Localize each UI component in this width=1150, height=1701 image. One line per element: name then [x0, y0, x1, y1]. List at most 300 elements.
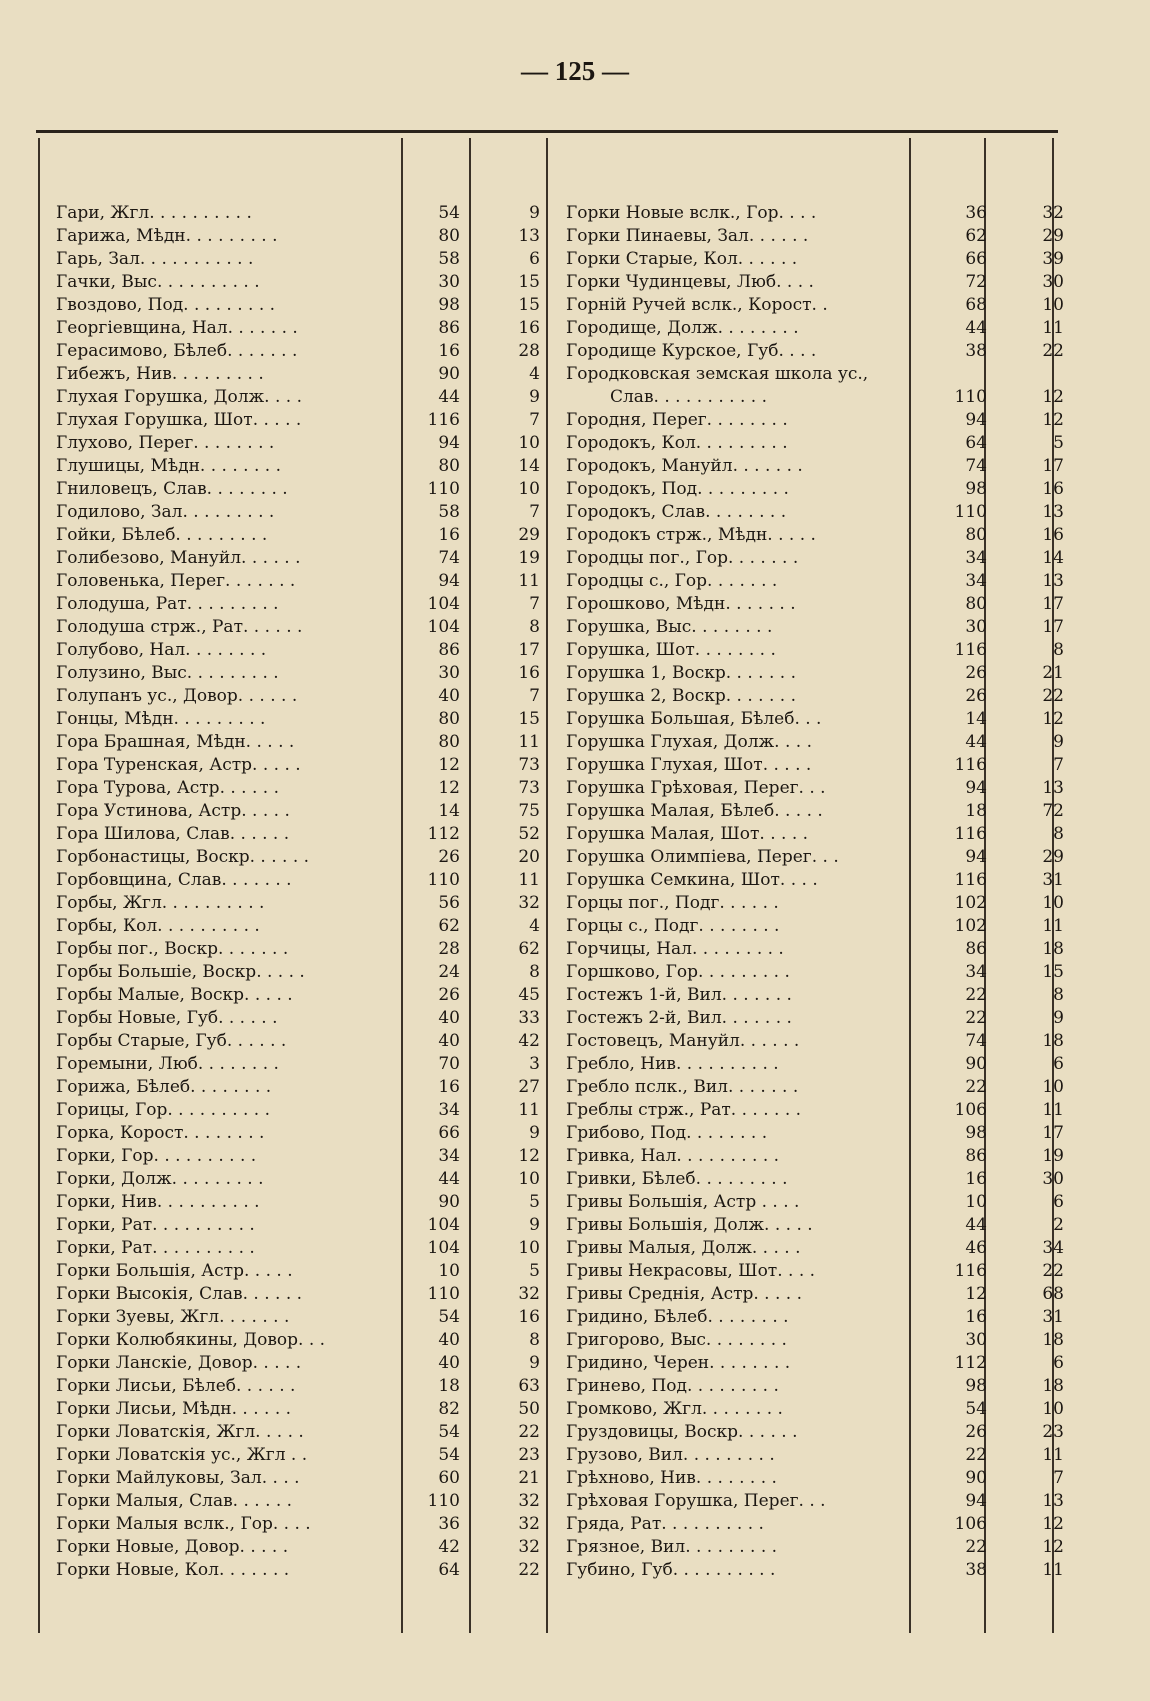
entry-ref: 31	[1042, 870, 1064, 890]
place-name: Горки, Нив. . . . . . . . . .	[56, 1192, 260, 1212]
page-ref: 110	[427, 1284, 460, 1304]
index-table	[36, 130, 1064, 1635]
entry-ref: 7	[529, 502, 540, 522]
page-ref: 34	[438, 1100, 460, 1120]
page-ref: 86	[438, 640, 460, 660]
page-ref: 42	[438, 1537, 460, 1557]
page-ref: 16	[438, 341, 460, 361]
place-name: Герасимово, Бѣлеб. . . . . . .	[56, 341, 298, 361]
place-name: Грязное, Вил. . . . . . . . .	[566, 1537, 778, 1557]
place-name: Греблы стрж., Рат. . . . . . .	[566, 1100, 802, 1120]
place-name: Горушка, Выс. . . . . . . .	[566, 617, 773, 637]
entry-ref: 9	[1053, 732, 1064, 752]
index-entry	[56, 1536, 572, 1559]
index-entry	[56, 1559, 572, 1582]
place-name: Городище, Долж. . . . . . . .	[566, 318, 799, 338]
page-ref: 116	[954, 755, 987, 775]
place-name: Городокъ стрж., Мѣдн. . . . .	[566, 525, 816, 545]
place-name: Голодуша, Рат. . . . . . . . .	[56, 594, 279, 614]
page-ref: 110	[954, 387, 987, 407]
index-entry	[566, 409, 1064, 432]
place-name: Головенька, Перег. . . . . . .	[56, 571, 296, 591]
place-name: Горушка Малая, Шот. . . . .	[566, 824, 809, 844]
index-entry	[566, 1053, 1064, 1076]
entry-ref: 9	[529, 1215, 540, 1235]
index-entry	[56, 1283, 572, 1306]
place-name: Горижа, Бѣлеб. . . . . . . .	[56, 1077, 272, 1097]
index-entry	[566, 432, 1064, 455]
page-ref: 70	[438, 1054, 460, 1074]
place-name: Городковская земская школа ус.,	[566, 364, 869, 384]
index-entry	[566, 202, 1064, 225]
page-ref: 12	[438, 755, 460, 775]
index-entry	[56, 1145, 572, 1168]
place-name: Горки, Долж. . . . . . . . .	[56, 1169, 264, 1189]
index-entry	[566, 593, 1064, 616]
index-entry	[56, 616, 572, 639]
index-entry	[566, 938, 1064, 961]
place-name: Гридино, Черен. . . . . . . .	[566, 1353, 791, 1373]
page-ref: 16	[438, 1077, 460, 1097]
place-name: Горки Ланскіе, Довор. . . . .	[56, 1353, 302, 1373]
index-entry	[56, 754, 572, 777]
place-name: Горушка Малая, Бѣлеб. . . . .	[566, 801, 823, 821]
index-entry	[566, 846, 1064, 869]
page-ref: 40	[438, 686, 460, 706]
page-ref: 94	[438, 433, 460, 453]
index-entry	[56, 1214, 572, 1237]
page-ref: 86	[965, 1146, 987, 1166]
entry-ref: 18	[1042, 939, 1064, 959]
index-entry	[56, 547, 572, 570]
index-entry	[56, 1375, 572, 1398]
entry-ref: 13	[1042, 502, 1064, 522]
right-column	[566, 202, 1064, 1582]
index-entry	[566, 1352, 1064, 1375]
page-ref: 80	[438, 709, 460, 729]
page-ref: 64	[965, 433, 987, 453]
page-ref: 112	[954, 1353, 987, 1373]
index-entry	[56, 248, 572, 271]
page-ref: 104	[427, 617, 460, 637]
entry-ref: 10	[518, 433, 540, 453]
place-name: Горній Ручей вслк., Корост. .	[566, 295, 828, 315]
place-name: Горки Лисьи, Мѣдн. . . . . .	[56, 1399, 292, 1419]
left-column	[56, 202, 572, 1582]
entry-ref: 22	[518, 1560, 540, 1580]
index-entry	[566, 294, 1064, 317]
place-name: Грибово, Под. . . . . . . .	[566, 1123, 768, 1143]
entry-ref: 10	[518, 1238, 540, 1258]
index-entry	[566, 1375, 1064, 1398]
entry-ref: 6	[529, 249, 540, 269]
index-entry	[56, 340, 572, 363]
index-entry	[56, 1421, 572, 1444]
entry-ref: 14	[518, 456, 540, 476]
index-entry	[566, 754, 1064, 777]
entry-ref: 12	[518, 1146, 540, 1166]
place-name: Гридино, Бѣлеб. . . . . . . .	[566, 1307, 789, 1327]
page-ref: 68	[965, 295, 987, 315]
page-ref: 90	[438, 364, 460, 384]
page-ref: 116	[427, 410, 460, 430]
entry-ref: 20	[518, 847, 540, 867]
entry-ref: 10	[1042, 295, 1064, 315]
entry-ref: 15	[518, 272, 540, 292]
entry-ref: 22	[1042, 341, 1064, 361]
index-entry	[566, 363, 1056, 386]
place-name: Голубово, Нал. . . . . . . .	[56, 640, 267, 660]
page-ref: 22	[965, 1445, 987, 1465]
page-ref: 54	[438, 1307, 460, 1327]
place-name: Горки Новые вслк., Гор. . . .	[566, 203, 817, 223]
page-ref: 30	[965, 1330, 987, 1350]
entry-ref: 16	[518, 1307, 540, 1327]
index-entry	[56, 1444, 572, 1467]
page-ref: 36	[438, 1514, 460, 1534]
entry-ref: 17	[1042, 1123, 1064, 1143]
index-entry	[56, 1168, 572, 1191]
place-name: Городцы пог., Гор. . . . . . .	[566, 548, 799, 568]
page-ref: 116	[954, 824, 987, 844]
index-entry	[56, 432, 572, 455]
index-entry	[566, 570, 1064, 593]
index-entry	[566, 386, 1064, 409]
place-name: Городокъ, Слав. . . . . . . .	[566, 502, 787, 522]
page-ref: 102	[954, 916, 987, 936]
page-ref: 30	[438, 663, 460, 683]
page-ref: 58	[438, 249, 460, 269]
place-name: Грѣхново, Нив. . . . . . . .	[566, 1468, 777, 1488]
place-name: Горки Ловатскія, Жгл. . . . .	[56, 1422, 304, 1442]
page-ref: 94	[965, 778, 987, 798]
entry-ref: 27	[518, 1077, 540, 1097]
entry-ref: 14	[1042, 548, 1064, 568]
page-ref: 40	[438, 1031, 460, 1051]
index-entry	[56, 271, 572, 294]
place-name: Горбовщина, Слав. . . . . . .	[56, 870, 292, 890]
page-ref: 28	[438, 939, 460, 959]
page-ref: 116	[954, 870, 987, 890]
page-ref: 110	[954, 502, 987, 522]
place-name: Гора Туренская, Астр. . . . .	[56, 755, 301, 775]
entry-ref: 10	[1042, 893, 1064, 913]
index-entry	[566, 1283, 1064, 1306]
page-ref: 30	[438, 272, 460, 292]
place-name: Слав. . . . . . . . . . .	[610, 387, 767, 407]
page-ref: 98	[965, 1123, 987, 1143]
entry-ref: 5	[529, 1192, 540, 1212]
page-ref: 94	[965, 847, 987, 867]
page-ref: 26	[438, 985, 460, 1005]
place-name: Гарижа, Мѣдн. . . . . . . . .	[56, 226, 278, 246]
entry-ref: 29	[1042, 847, 1064, 867]
entry-ref: 30	[1042, 1169, 1064, 1189]
page-ref: 94	[438, 571, 460, 591]
place-name: Георгіевщина, Нал. . . . . . .	[56, 318, 298, 338]
entry-ref: 10	[518, 479, 540, 499]
page-ref: 54	[438, 1422, 460, 1442]
place-name: Городокъ, Мануйл. . . . . . .	[566, 456, 803, 476]
place-name: Голупанъ ус., Довор. . . . . .	[56, 686, 298, 706]
page-ref: 40	[438, 1330, 460, 1350]
entry-ref: 30	[1042, 272, 1064, 292]
page-ref: 12	[965, 1284, 987, 1304]
entry-ref: 63	[518, 1376, 540, 1396]
entry-ref: 32	[518, 1537, 540, 1557]
place-name: Горушка, Шот. . . . . . . .	[566, 640, 776, 660]
page-ref: 90	[965, 1054, 987, 1074]
entry-ref: 11	[518, 1100, 540, 1120]
place-name: Горки Зуевы, Жгл. . . . . . .	[56, 1307, 290, 1327]
place-name: Гринево, Под. . . . . . . . .	[566, 1376, 779, 1396]
page-ref: 110	[427, 1491, 460, 1511]
place-name: Городокъ, Под. . . . . . . . .	[566, 479, 789, 499]
place-name: Гряда, Рат. . . . . . . . . .	[566, 1514, 764, 1534]
page-ref: 116	[954, 1261, 987, 1281]
index-entry	[566, 1099, 1064, 1122]
place-name: Горушка Грѣховая, Перег. . .	[566, 778, 826, 798]
place-name: Гонцы, Мѣдн. . . . . . . . .	[56, 709, 266, 729]
entry-ref: 72	[1042, 801, 1064, 821]
entry-ref: 73	[518, 778, 540, 798]
index-entry	[566, 1191, 1064, 1214]
entry-ref: 16	[518, 663, 540, 683]
place-name: Гора Турова, Астр. . . . . .	[56, 778, 280, 798]
entry-ref: 22	[518, 1422, 540, 1442]
index-entry	[566, 823, 1064, 846]
index-entry	[56, 1329, 572, 1352]
page-ref: 12	[438, 778, 460, 798]
page-ref: 22	[965, 1008, 987, 1028]
index-entry	[56, 202, 572, 225]
entry-ref: 21	[1042, 663, 1064, 683]
place-name: Гребло, Нив. . . . . . . . . .	[566, 1054, 779, 1074]
entry-ref: 29	[1042, 226, 1064, 246]
place-name: Горбы Старые, Губ. . . . . .	[56, 1031, 287, 1051]
page-ref: 40	[438, 1353, 460, 1373]
place-name: Гачки, Выс. . . . . . . . . .	[56, 272, 260, 292]
page-ref: 104	[427, 594, 460, 614]
entry-ref: 12	[1042, 410, 1064, 430]
index-entry	[566, 869, 1064, 892]
index-entry	[566, 616, 1064, 639]
entry-ref: 13	[1042, 1491, 1064, 1511]
place-name: Городня, Перег. . . . . . . .	[566, 410, 788, 430]
page-ref: 86	[438, 318, 460, 338]
index-entry	[56, 869, 572, 892]
index-entry	[56, 1306, 572, 1329]
place-name: Горбы Большіе, Воскр. . . . .	[56, 962, 305, 982]
page-ref: 34	[438, 1146, 460, 1166]
index-entry	[566, 1214, 1064, 1237]
index-entry	[566, 731, 1064, 754]
entry-ref: 9	[1053, 1008, 1064, 1028]
entry-ref: 3	[529, 1054, 540, 1074]
page-ref: 58	[438, 502, 460, 522]
place-name: Горушка Глухая, Шот. . . . .	[566, 755, 812, 775]
place-name: Гривы Среднія, Астр. . . . .	[566, 1284, 803, 1304]
entry-ref: 11	[1042, 318, 1064, 338]
index-entry	[56, 915, 572, 938]
place-name: Гостежъ 1-й, Вил. . . . . . .	[566, 985, 792, 1005]
entry-ref: 12	[1042, 1537, 1064, 1557]
place-name: Голузино, Выс. . . . . . . . .	[56, 663, 279, 683]
index-entry	[56, 593, 572, 616]
entry-ref: 11	[518, 732, 540, 752]
page-ref: 90	[965, 1468, 987, 1488]
index-entry	[566, 317, 1064, 340]
entry-ref: 68	[1042, 1284, 1064, 1304]
place-name: Горки Лисьи, Бѣлеб. . . . . .	[56, 1376, 296, 1396]
entry-ref: 12	[1042, 1514, 1064, 1534]
index-entry	[56, 294, 572, 317]
place-name: Гора Брашная, Мѣдн. . . . .	[56, 732, 295, 752]
index-entry	[566, 662, 1064, 685]
page-ref: 74	[438, 548, 460, 568]
page-ref: 16	[438, 525, 460, 545]
place-name: Грузово, Вил. . . . . . . . .	[566, 1445, 775, 1465]
entry-ref: 6	[1053, 1353, 1064, 1373]
page-ref: 26	[965, 1422, 987, 1442]
place-name: Гривы Малыя, Долж. . . . .	[566, 1238, 801, 1258]
entry-ref: 23	[1042, 1422, 1064, 1442]
page-ref: 26	[965, 663, 987, 683]
entry-ref: 18	[1042, 1376, 1064, 1396]
place-name: Гривки, Бѣлеб. . . . . . . . .	[566, 1169, 788, 1189]
index-entry	[566, 1421, 1064, 1444]
index-entry	[566, 1513, 1064, 1536]
page-ref: 38	[965, 341, 987, 361]
place-name: Городцы с., Гор. . . . . . .	[566, 571, 778, 591]
place-name: Горушка Большая, Бѣлеб. . .	[566, 709, 822, 729]
page-ref: 110	[427, 870, 460, 890]
page-ref: 98	[965, 479, 987, 499]
entry-ref: 4	[529, 916, 540, 936]
index-entry	[56, 662, 572, 685]
place-name: Гора Устинова, Астр. . . . .	[56, 801, 290, 821]
place-name: Горки Малыя, Слав. . . . . .	[56, 1491, 293, 1511]
index-entry	[56, 685, 572, 708]
entry-ref: 9	[529, 387, 540, 407]
place-name: Горушка Глухая, Долж. . . .	[566, 732, 812, 752]
place-name: Груздовицы, Воскр. . . . . .	[566, 1422, 798, 1442]
place-name: Григорово, Выс. . . . . . . .	[566, 1330, 787, 1350]
index-entry	[566, 1490, 1064, 1513]
entry-ref: 17	[1042, 594, 1064, 614]
index-entry	[56, 1513, 572, 1536]
place-name: Горки Малыя вслк., Гор. . . .	[56, 1514, 311, 1534]
place-name: Горошково, Мѣдн. . . . . . .	[566, 594, 796, 614]
index-entry	[566, 1237, 1064, 1260]
page-ref: 86	[965, 939, 987, 959]
entry-ref: 73	[518, 755, 540, 775]
index-entry	[566, 961, 1064, 984]
index-entry	[56, 639, 572, 662]
place-name: Гребло пслк., Вил. . . . . . .	[566, 1077, 799, 1097]
index-entry	[566, 777, 1064, 800]
entry-ref: 8	[529, 1330, 540, 1350]
place-name: Глушицы, Мѣдн. . . . . . . .	[56, 456, 281, 476]
place-name: Гарь, Зал. . . . . . . . . . .	[56, 249, 254, 269]
place-name: Гривка, Нал. . . . . . . . . .	[566, 1146, 780, 1166]
index-entry	[566, 547, 1064, 570]
page-ref: 38	[965, 1560, 987, 1580]
index-entry	[566, 1398, 1064, 1421]
place-name: Горки Большія, Астр. . . . .	[56, 1261, 293, 1281]
index-entry	[56, 961, 572, 984]
page-ref: 54	[438, 203, 460, 223]
place-name: Городокъ, Кол. . . . . . . . .	[566, 433, 788, 453]
place-name: Горушка Семкина, Шот. . . .	[566, 870, 818, 890]
place-name: Горбонастицы, Воскр. . . . . .	[56, 847, 310, 867]
entry-ref: 28	[518, 341, 540, 361]
place-name: Гниловецъ, Слав. . . . . . . .	[56, 479, 288, 499]
entry-ref: 8	[529, 617, 540, 637]
entry-ref: 7	[529, 410, 540, 430]
index-entry	[56, 1053, 572, 1076]
page-ref: 34	[965, 962, 987, 982]
entry-ref: 42	[518, 1031, 540, 1051]
index-entry	[56, 1237, 572, 1260]
index-entry	[566, 1329, 1064, 1352]
entry-ref: 8	[1053, 824, 1064, 844]
index-entry	[566, 478, 1064, 501]
entry-ref: 8	[1053, 985, 1064, 1005]
page-ref: 54	[965, 1399, 987, 1419]
page-ref: 44	[965, 732, 987, 752]
page-ref: 56	[438, 893, 460, 913]
page-ref: 116	[954, 640, 987, 660]
page-ref: 10	[965, 1192, 987, 1212]
entry-ref: 32	[518, 893, 540, 913]
entry-ref: 10	[518, 1169, 540, 1189]
entry-ref: 75	[518, 801, 540, 821]
index-entry	[566, 1559, 1064, 1582]
page-ref: 80	[438, 226, 460, 246]
page-ref: 34	[965, 548, 987, 568]
page-ref: 22	[965, 1537, 987, 1557]
place-name: Горбы пог., Воскр. . . . . . .	[56, 939, 289, 959]
entry-ref: 45	[518, 985, 540, 1005]
index-entry	[56, 1398, 572, 1421]
index-entry	[56, 1030, 572, 1053]
place-name: Гибежъ, Нив. . . . . . . . .	[56, 364, 264, 384]
entry-ref: 11	[1042, 1445, 1064, 1465]
index-entry	[56, 1122, 572, 1145]
index-entry	[566, 685, 1064, 708]
place-name: Горбы, Жгл. . . . . . . . . .	[56, 893, 265, 913]
index-entry	[56, 409, 572, 432]
page-ref: 34	[965, 571, 987, 591]
index-entry	[566, 1536, 1064, 1559]
entry-ref: 13	[518, 226, 540, 246]
index-entry	[56, 1076, 572, 1099]
place-name: Горки Пинаевы, Зал. . . . . .	[566, 226, 809, 246]
entry-ref: 5	[1053, 433, 1064, 453]
entry-ref: 7	[529, 686, 540, 706]
entry-ref: 50	[518, 1399, 540, 1419]
index-entry	[566, 1168, 1064, 1191]
entry-ref: 32	[1042, 203, 1064, 223]
entry-ref: 4	[529, 364, 540, 384]
place-name: Горцы с., Подг. . . . . . . .	[566, 916, 780, 936]
page-number: — 125 —	[521, 56, 629, 86]
place-name: Грѣховая Горушка, Перег. . .	[566, 1491, 826, 1511]
page-ref: 66	[965, 249, 987, 269]
page-ref: 80	[965, 594, 987, 614]
index-entry	[56, 478, 572, 501]
